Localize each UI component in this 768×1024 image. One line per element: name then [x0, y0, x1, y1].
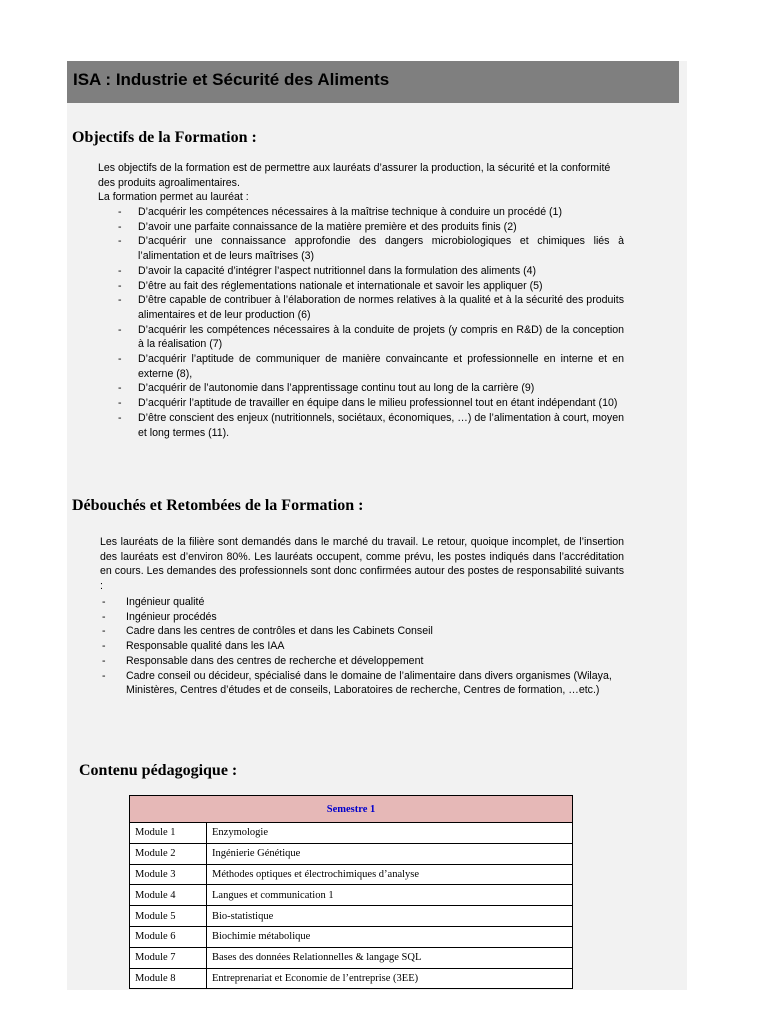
module-number: Module 1	[130, 823, 207, 844]
table-row	[130, 968, 573, 989]
table-row	[130, 823, 573, 844]
table-row	[130, 864, 573, 885]
semestre-table	[129, 795, 573, 989]
list-item: - D’acquérir une connaissance approfondie des dangers microbiologiques et chimiques liés à l’alimentation et de leurs maîtrises (3)	[118, 235, 624, 263]
module-title: Enzymologie	[207, 823, 573, 844]
module-number: Module 3	[130, 864, 207, 885]
list-item: - D’acquérir les compétences nécessaires à la maîtrise technique à conduire un procédé (1)	[118, 206, 562, 218]
objectifs-lead: La formation permet au lauréat :	[98, 191, 249, 204]
module-number: Module 7	[130, 947, 207, 968]
debouches-list	[102, 595, 624, 698]
list-item: - Responsable dans des centres de recherche et développement	[102, 654, 424, 667]
table-row	[130, 926, 573, 947]
list-item: - D’avoir une parfaite connaissance de la matière première et des produits finis (2)	[118, 220, 517, 233]
semestre-title: Semestre 1	[130, 796, 573, 823]
list-item: - Ingénieur procédés	[102, 610, 217, 623]
list-item: - D’avoir la capacité d’intégrer l’aspect nutritionnel dans la formulation des aliments (4)	[118, 264, 537, 277]
module-title: Entreprenariat et Economie de l’entreprise (3EE)	[207, 968, 573, 989]
list-item: - D’acquérir de l’autonomie dans l’apprentissage continu tout au long de la carrière (9)	[118, 382, 535, 395]
module-number: Module 2	[130, 843, 207, 864]
objectifs-intro	[98, 161, 624, 205]
objectifs-intro-text: Les objectifs de la formation est de permettre aux lauréats d’assurer la production, la sécurité et la conformité des produits agroalimentaires.	[98, 162, 611, 189]
table-row	[130, 885, 573, 906]
table-row	[130, 906, 573, 927]
debouches-intro: Les lauréats de la filière sont demandés dans le marché du travail. Le retour, quoique incomplet, de l’insertion des lauréats est d’environ 80%. Les lauréats occupent, comme prévu, les postes indiqués dans l’accréditation en cours. Les demandes des professionnels sont donc confirmées autour des postes de responsabilité suivants :	[100, 536, 624, 593]
list-item: - D’acquérir l’aptitude de travailler en équipe dans le milieu professionnel tout en étant indépendant (10)	[118, 397, 618, 410]
debouches-heading: Débouchés et Retombées de la Formation :	[72, 497, 364, 514]
list-item: - D’être capable de contribuer à l’élaboration de normes relatives à la qualité et à la sécurité des produits alimentaires et de leur production (6)	[118, 294, 624, 321]
list-item: - D’être conscient des enjeux (nutritionnels, sociétaux, économiques, …) de l’alimentation à court, moyen et long termes (11).	[118, 411, 624, 439]
module-number: Module 6	[130, 926, 207, 947]
module-title: Langues et communication 1	[207, 885, 573, 906]
page-title: ISA : Industrie et Sécurité des Aliments	[73, 70, 390, 89]
list-item: - Cadre dans les centres de contrôles et dans les Cabinets Conseil	[102, 625, 433, 638]
list-item: - D’acquérir l’aptitude de communiquer de manière convaincante et professionnelle en interne et en externe (8),	[118, 353, 624, 380]
page-header	[67, 61, 679, 103]
module-title: Bases des données Relationnelles & langage SQL	[207, 947, 573, 968]
module-title: Biochimie métabolique	[207, 926, 573, 947]
list-item: - D’être au fait des réglementations nationale et internationale et savoir les appliquer (5)	[118, 279, 543, 292]
list-item: - Ingénieur qualité	[102, 596, 205, 608]
table-row	[130, 947, 573, 968]
module-title: Bio-statistique	[207, 906, 573, 927]
module-number: Module 4	[130, 885, 207, 906]
list-item: - D’acquérir les compétences nécessaires à la conduite de projets (y compris en R&D) de la conception à la réalisation (7)	[118, 323, 624, 351]
module-title: Ingénierie Génétique	[207, 843, 573, 864]
contenu-heading: Contenu pédagogique :	[79, 762, 238, 779]
list-item: - Responsable qualité dans les IAA	[102, 640, 285, 653]
list-item: - Cadre conseil ou décideur, spécialisé dans le domaine de l’alimentaire dans divers organismes (Wilaya, Ministères, Centres d’études et de conseils, Laboratoires de recherche, Centres de formation, …etc.)	[102, 669, 612, 697]
objectifs-list	[118, 205, 624, 440]
table-row	[130, 843, 573, 864]
objectifs-heading: Objectifs de la Formation :	[72, 129, 257, 146]
module-number: Module 5	[130, 906, 207, 927]
module-title: Méthodes optiques et électrochimiques d’analyse	[207, 864, 573, 885]
module-number: Module 8	[130, 968, 207, 989]
